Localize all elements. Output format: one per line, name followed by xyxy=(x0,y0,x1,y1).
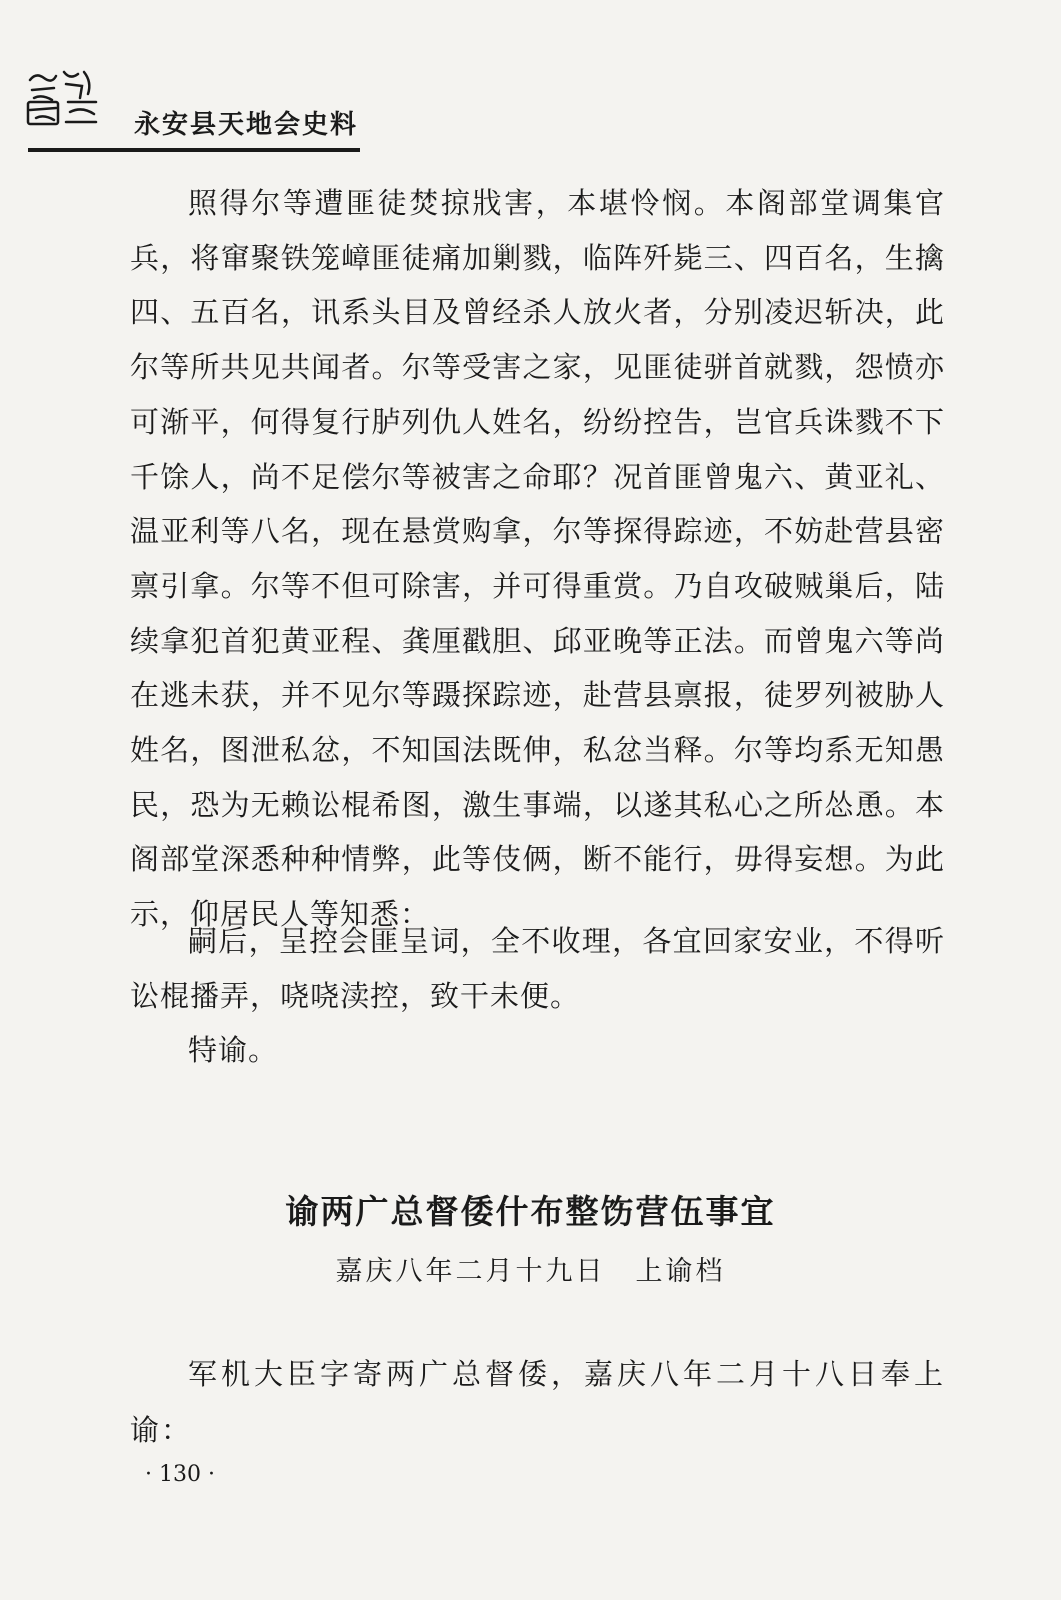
book-title: 永安县天地会史料 xyxy=(134,110,359,140)
section-title: 谕两广总督倭什布整饬营伍事宜 xyxy=(285,1192,776,1231)
seal-logo-icon xyxy=(26,66,100,126)
body-paragraph: 特谕。 xyxy=(188,1033,279,1067)
section-paragraph: 军机大臣字寄两广总督倭，嘉庆八年二月十八日奉上谕： xyxy=(130,1357,945,1447)
page-number: · 130 · xyxy=(145,1462,215,1487)
body-paragraph: 嗣后，呈控会匪呈词，全不收理，各宜回家安业，不得听讼棍播弄，哓哓渎控，致干未便。 xyxy=(130,924,945,1013)
section-date-source: 嘉庆八年二月十九日 上谕档 xyxy=(335,1256,726,1287)
header-rule xyxy=(28,148,360,152)
body-paragraph: 照得尔等遭匪徒焚掠戕害，本堪怜悯。本阁部堂调集官兵，将窜聚铁笼嶂匪徒痛加剿戮，临阵歼毙三、四百名，生擒四、五百名，讯系头目及曾经杀人放火者，分别凌迟斩决，此尔等所共见共闻者。尔等受害之家，见匪徒骈首就戮，怨愤亦可渐平，何得复行胪列仇人姓名，纷纷控告，岂官兵诛戮不下千馀人，尚不足偿尔等被害之命耶？况首匪曾鬼六、黄亚礼、温亚利等八名，现在悬赏购拿，尔等探得踪迹，不妨赴营县密禀引拿。尔等不但可除害，并可得重赏。乃自攻破贼巢后，陆续拿犯首犯黄亚程、龚厘戳胆、邱亚晚等正法。而曾鬼六等尚在逃未获，并不见尔等蹑探踪迹，赴营县禀报，徒罗列被胁人姓名，图泄私忿，不知国法既伸，私忿当释。尔等均系无知愚民，恐为无赖讼棍希图，激生事端，以遂其私心之所怂恿。本阁部堂深悉种种情弊，此等伎俩，断不能行，毋得妄想。为此示，仰居民人等知悉： xyxy=(130,186,945,932)
